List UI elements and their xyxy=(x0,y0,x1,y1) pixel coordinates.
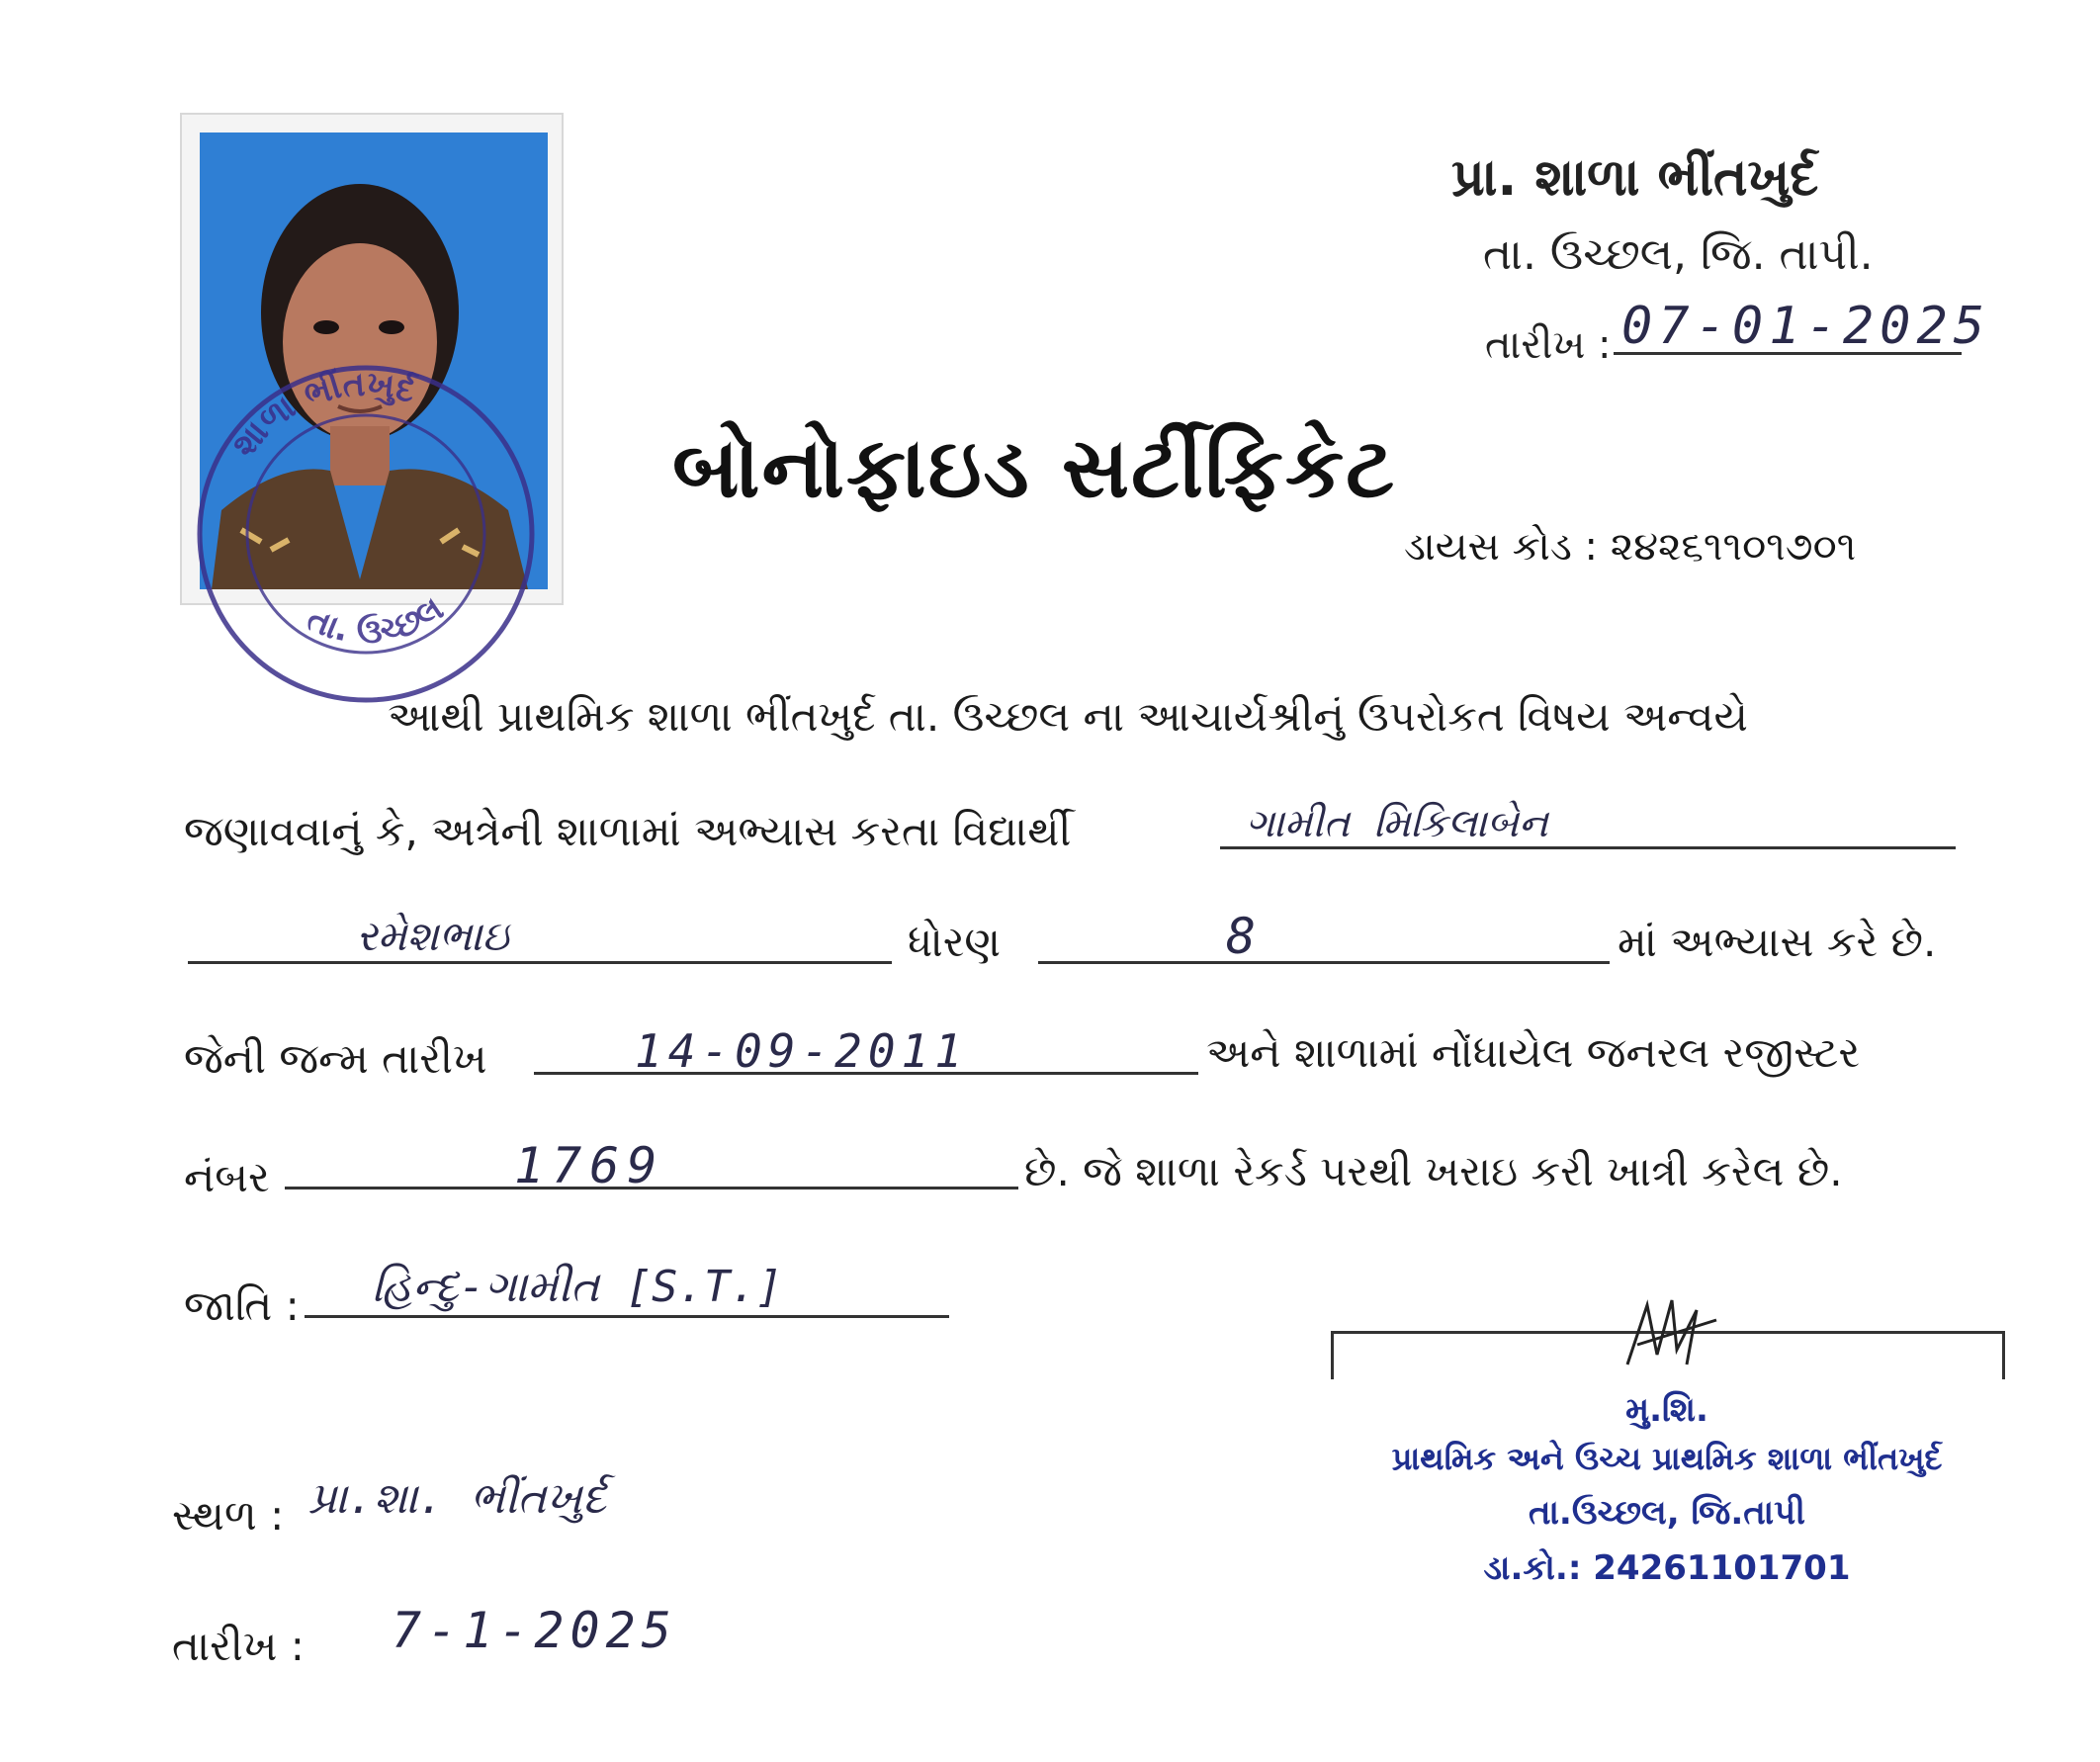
certificate-title: બોનોફાઇડ સર્ટીફિકેટ xyxy=(672,419,1397,516)
dise-code: ડાયસ કોડ : ૨૪૨૬૧૧૦૧૭૦૧ xyxy=(1404,524,1857,570)
gr-number-label: નંબર xyxy=(184,1153,270,1201)
school-seal xyxy=(188,356,544,712)
gr-number-line xyxy=(285,1187,1018,1189)
footer-date-label: તારીખ : xyxy=(172,1622,305,1670)
standard-line xyxy=(1038,961,1610,964)
header-date-underline xyxy=(1614,352,1962,355)
stamp-title: મુ.શિ. xyxy=(1625,1390,1708,1430)
stamp-line-2: તા.ઉચ્છલ, જિ.તાપી xyxy=(1529,1493,1805,1533)
signature-scribble-icon xyxy=(1618,1295,1726,1384)
standard-value: 8 xyxy=(1226,908,1257,965)
body-line-1: આથી પ્રાથમિક શાળા ભીંતખુર્દ તા. ઉચ્છલ ના આચાર્યશ્રીનું ઉપરોકત વિષય અન્વયે xyxy=(388,692,1748,741)
stamp-line-3: ડા.કો.: 24261101701 xyxy=(1483,1548,1851,1588)
dob-suffix: અને શાળામાં નોંધાયેલ જનરલ રજીસ્ટર xyxy=(1206,1028,1861,1077)
dob-value: 14-09-2011 xyxy=(635,1024,968,1078)
student-name-part-1: ગામીત મિકિલાબેન xyxy=(1246,801,1548,846)
stamp-line-1: પ્રાથમિક અને ઉચ્ચ પ્રાથમિક શાળા ભીંતખુર્દ xyxy=(1391,1440,1943,1477)
caste-line xyxy=(305,1315,949,1318)
header-date-label: તારીખ : xyxy=(1485,322,1612,368)
student-name-line-2 xyxy=(188,961,892,964)
standard-label: ધોરણ xyxy=(908,918,1002,966)
body-line-2-prefix: જણાવવાનું કે, અત્રેની શાળામાં અભ્યાસ કરતા વિદ્યાર્થી xyxy=(184,807,1072,855)
place-label: સ્થળ : xyxy=(172,1491,285,1540)
place-value: પ્રા.શા. ભીંતખુર્દ xyxy=(308,1473,607,1524)
caste-label: જાતિ : xyxy=(184,1281,300,1330)
seal-text-bottom: તા. ઉચ્છલ xyxy=(301,588,451,653)
gr-number-value: 1769 xyxy=(514,1137,665,1194)
school-name: પ્રા. શાળા ભીંતખુર્દ xyxy=(1451,148,1819,208)
gr-number-suffix: છે. જે શાળા રેકર્ડ પરથી ખરાઇ કરી ખાત્રી કરેલ છે. xyxy=(1024,1147,1843,1195)
student-name-part-2: રમેશભાઇ xyxy=(356,912,509,960)
dob-label: જેની જન્મ તારીખ xyxy=(184,1034,487,1083)
body-line-3-suffix: માં અભ્યાસ કરે છે. xyxy=(1618,918,1937,966)
student-name-line-1 xyxy=(1220,846,1956,849)
svg-text:તા. ઉચ્છલ xyxy=(302,589,451,653)
seal-text-top: શાળા ભીંતખુર્દ xyxy=(224,364,420,466)
caste-value: હિન્દુ-ગામીત [S.T.] xyxy=(372,1262,783,1312)
footer-date-value: 7-1-2025 xyxy=(392,1602,677,1659)
header-date-value: 07-01-2025 xyxy=(1621,297,1991,356)
dob-line xyxy=(534,1072,1198,1075)
taluka-district: તા. ઉચ્છલ, જિ. તાપી. xyxy=(1483,229,1874,280)
